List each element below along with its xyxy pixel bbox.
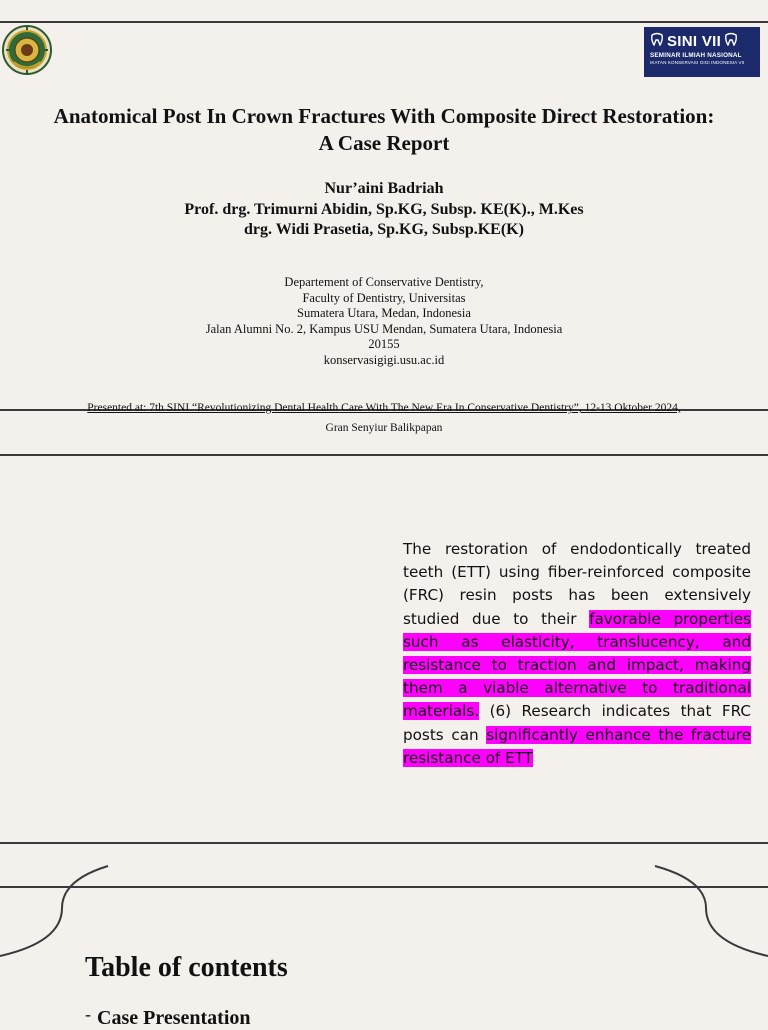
presented-line-2: Gran Senyiur Balikpapan [325,422,443,434]
highlighted-text: favorable properties such as elasticity, translucency, and resistance to traction and impact, making them a viable alternative to traditional materials. [403,609,751,721]
bullet-dash: - [85,1004,91,1024]
affiliation-line: 20155 [368,337,400,351]
sini-logo-line2: IKATAN KONSERVASI GIGI INDONESIA VII [650,60,745,65]
slide-divider-2 [0,454,768,456]
paragraph-text: The restoration of endodontically treated teeth (ETT) using fiber-reinforced composite (FRC) resin posts has been extensively studied due to their [403,540,751,628]
author-2: Prof. drg. Trimurni Abidin, Sp.KG, Subsp. KE(K)., M.Kes [184,200,584,218]
highlighted-text: significantly enhance the fracture resistance of ETT [403,725,752,767]
left-curve [0,866,108,956]
slide-divider-3 [0,842,768,844]
sini-brand-text: SINI VII [667,32,722,50]
university-seal-icon [2,22,52,78]
title-line-2: A Case Report [318,131,450,155]
toc-item-label: Case Presentation [97,1007,251,1029]
sini-logo-line1: SEMINAR ILMIAH NASIONAL [650,52,742,59]
author-3: drg. Widi Prasetia, Sp.KG, Subsp.KE(K) [244,221,524,238]
author-list [0,179,768,241]
toc-item [85,1004,251,1030]
paper-title [0,103,768,157]
affiliation [0,275,768,368]
presented-line-1: Presented at: 7th SINI “Revolutionizing Dental Health Care With The New Era In Conservative Dentistry”, 12-13 Oktober 2024, [87,402,681,414]
affiliation-line: Faculty of Dentistry, Universitas [302,290,466,305]
top-rule [0,21,768,23]
title-line-1: Anatomical Post In Crown Fractures With Composite Direct Restoration: [53,104,715,128]
author-1: Nur’aini Badriah [324,180,444,197]
right-curve [655,866,768,956]
presented-at [0,398,768,438]
toc-title: Table of contents [85,952,288,983]
frc-paragraph [403,538,751,770]
paragraph-text: (6) Research indicates that FRC posts can [403,702,751,744]
affiliation-line: Jalan Alumni No. 2, Kampus USU Mendan, Sumatera Utara, Indonesia [205,321,563,336]
affiliation-line: Sumatera Utara, Medan, Indonesia [297,306,471,320]
tooth-icon [650,32,664,50]
sini-logo [644,27,760,77]
affiliation-website: konservasigigi.usu.ac.id [323,352,445,367]
tooth-icon-right [724,32,738,50]
affiliation-line: Departement of Conservative Dentistry, [284,275,484,289]
